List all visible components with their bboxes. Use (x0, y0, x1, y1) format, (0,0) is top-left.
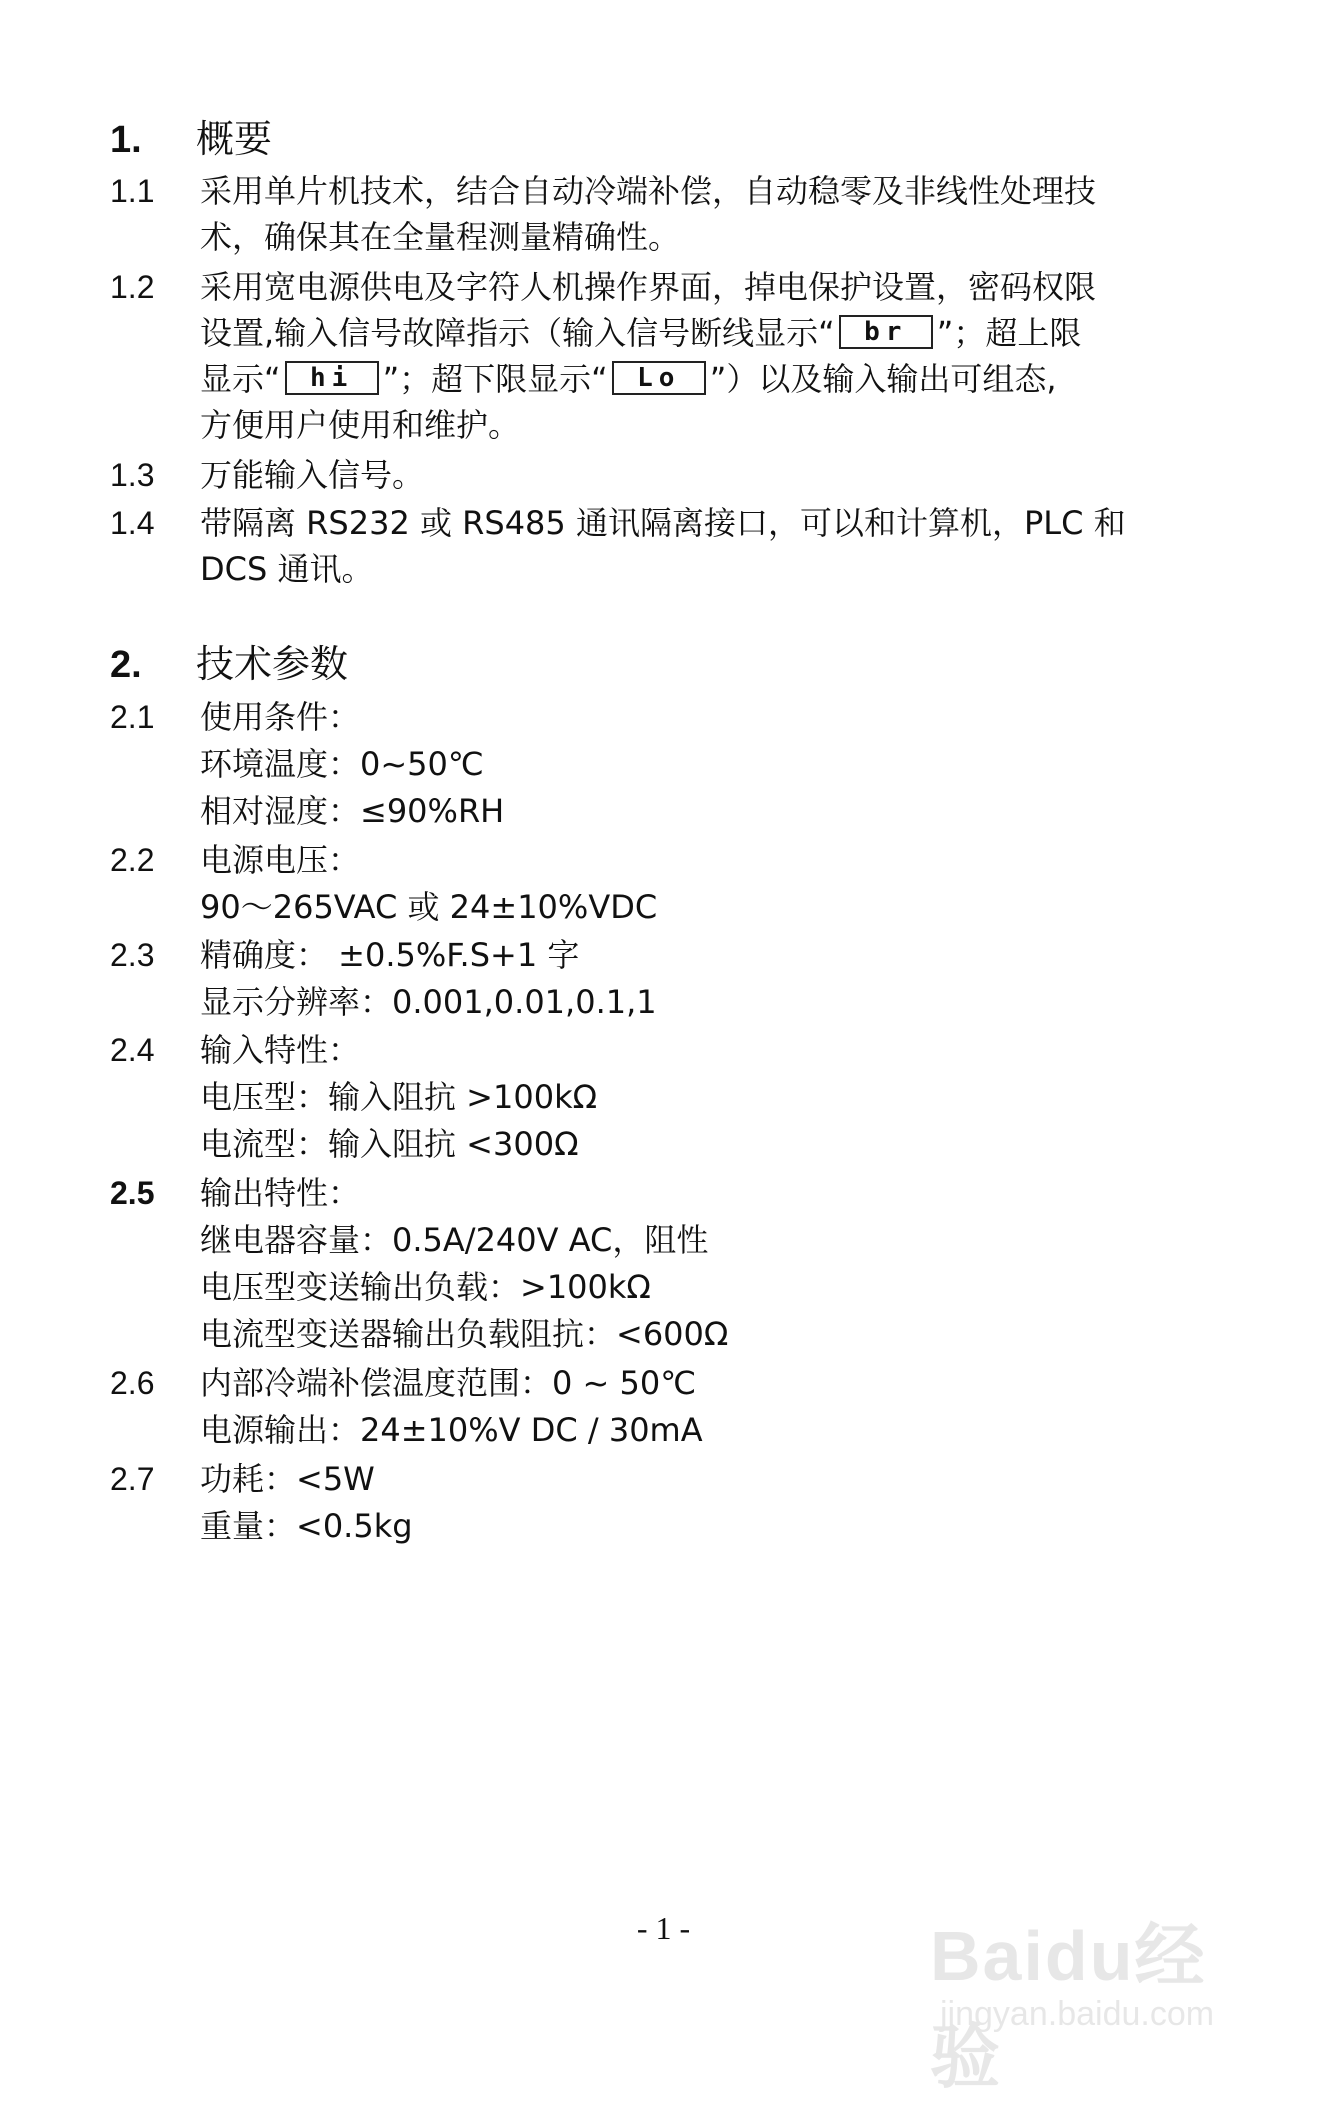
item-2-3 (110, 932, 579, 978)
item-1-4 (110, 500, 1126, 546)
watermark (930, 1900, 1260, 2096)
param-line: 电源输出：24±10%V DC / 30mA (200, 1411, 703, 1449)
param-line: 电流型变送器输出负载阻抗：<600Ω (200, 1315, 729, 1353)
item-text: 带隔离 RS232 或 RS485 通讯隔离接口，可以和计算机，PLC 和 (200, 504, 1126, 542)
item-number: 1.3 (110, 457, 155, 493)
item-number: 2.1 (110, 699, 155, 735)
section-1-heading (110, 115, 272, 164)
item-number: 2.7 (110, 1461, 155, 1497)
param-line: 重量：<0.5kg (200, 1507, 413, 1545)
item-1-4-cont: DCS 通讯。 (200, 550, 374, 588)
watermark-logo: Baidu经验 (930, 1917, 1207, 2096)
item-number: 2.2 (110, 842, 155, 878)
item-number: 1.2 (110, 269, 155, 305)
item-1-1-cont: 术，确保其在全量程测量精确性。 (200, 218, 681, 256)
param-line: 电流型：输入阻抗 <300Ω (200, 1125, 579, 1163)
item-text: 使用条件： (200, 698, 361, 736)
item-text: 电源电压： (200, 841, 361, 879)
item-2-7 (110, 1456, 375, 1502)
item-1-3 (110, 452, 424, 498)
item-number: 1.4 (110, 505, 155, 541)
param-line: 90～265VAC 或 24±10%VDC (200, 888, 658, 926)
param-line: 电压型变送输出负载：>100kΩ (200, 1268, 651, 1306)
section-number: 2. (110, 644, 142, 686)
lcd-display-hi: hi (285, 361, 379, 395)
item-2-2 (110, 837, 360, 883)
param-line: 继电器容量：0.5A/240V AC，阻性 (200, 1221, 709, 1259)
item-text: 输入特性： (200, 1031, 361, 1069)
section-title: 概要 (196, 117, 273, 161)
item-1-2-line2 (200, 310, 1081, 356)
item-number: 2.4 (110, 1032, 155, 1068)
param-line: 电压型：输入阻抗 >100kΩ (200, 1078, 598, 1116)
page-number: - 1 - (636, 1910, 691, 1946)
item-text: 功耗：<5W (200, 1460, 375, 1498)
item-1-2-line4: 方便用户使用和维护。 (200, 406, 521, 444)
lcd-display-lo: Lo (612, 361, 706, 395)
watermark-url: jingyan.baidu.com (940, 1995, 1215, 2033)
section-2-heading (110, 640, 348, 689)
param-line: 环境温度：0~50℃ (200, 745, 484, 783)
item-number: 2.5 (110, 1175, 155, 1211)
item-number: 1.1 (110, 173, 155, 209)
item-text: 采用单片机技术，结合自动冷端补偿，自动稳零及非线性处理技 (200, 172, 1097, 210)
text-segment: 显示“ (200, 360, 281, 398)
item-1-1 (110, 168, 1096, 214)
text-segment: ”）以及输入输出可组态, (709, 360, 1057, 398)
item-number: 2.6 (110, 1365, 155, 1401)
param-line: 显示分辨率：0.001,0.01,0.1,1 (200, 983, 657, 1021)
item-2-4 (110, 1027, 360, 1073)
item-2-5 (110, 1170, 360, 1216)
item-text: 万能输入信号。 (200, 456, 425, 494)
item-text: 内部冷端补偿温度范围：0 ~ 50℃ (200, 1364, 697, 1402)
param-line: 相对湿度：≤90%RH (200, 792, 505, 830)
item-2-6 (110, 1360, 696, 1406)
item-text: 输出特性： (200, 1174, 361, 1212)
item-2-1 (110, 694, 360, 740)
text-segment: ”；超上限 (936, 314, 1082, 352)
item-text: 采用宽电源供电及字符人机操作界面，掉电保护设置，密码权限 (200, 268, 1097, 306)
lcd-display-br: br (839, 315, 933, 349)
item-number: 2.3 (110, 937, 155, 973)
item-1-2 (110, 264, 1096, 310)
section-title: 技术参数 (196, 642, 349, 686)
section-number: 1. (110, 119, 142, 161)
text-segment: ”；超下限显示“ (382, 360, 608, 398)
text-segment: 设置,输入信号故障指示（输入信号断线显示“ (200, 314, 835, 352)
item-text: 精确度： ±0.5%F.S+1 字 (200, 936, 580, 974)
item-1-2-line3 (200, 356, 1057, 402)
